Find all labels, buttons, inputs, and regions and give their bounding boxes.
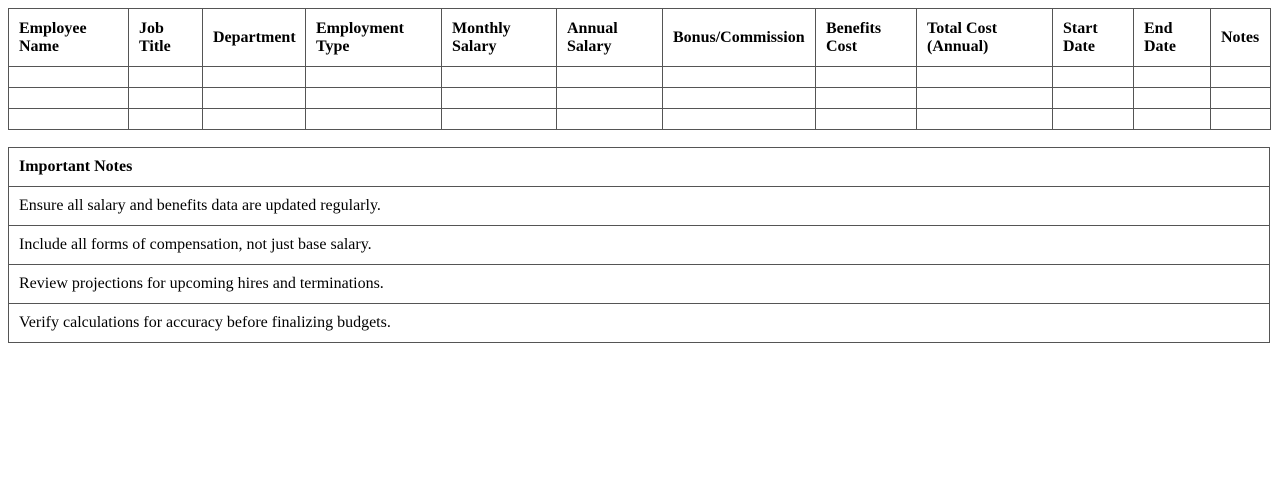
table-cell[interactable] [9,109,129,130]
table-cell[interactable] [557,67,663,88]
table-cell[interactable] [1134,88,1211,109]
table-cell[interactable] [203,88,306,109]
table-cell[interactable] [129,67,203,88]
table-cell[interactable] [917,67,1053,88]
table-cell[interactable] [1053,109,1134,130]
table-cell[interactable] [917,109,1053,130]
column-header-annual-salary: Annual Salary [557,9,663,67]
table-cell[interactable] [557,88,663,109]
column-header-bonus-commission: Bonus/Commission [663,9,816,67]
table-cell[interactable] [129,109,203,130]
column-header-employment-type: Employment Type [306,9,442,67]
table-cell[interactable] [442,88,557,109]
column-header-benefits-cost: Benefits Cost [816,9,917,67]
table-cell[interactable] [917,88,1053,109]
table-header-row [9,9,1271,67]
column-header-job-title: Job Title [129,9,203,67]
table-cell[interactable] [1053,67,1134,88]
table-row [9,88,1271,109]
list-item [9,265,1270,304]
notes-title: Important Notes [9,148,1270,187]
table-cell[interactable] [129,88,203,109]
column-header-department: Department [203,9,306,67]
table-cell[interactable] [1211,109,1271,130]
table-cell[interactable] [442,109,557,130]
note-text: Ensure all salary and benefits data are updated regularly. [9,187,1270,226]
note-text: Review projections for upcoming hires and terminations. [9,265,1270,304]
column-header-start-date: Start Date [1053,9,1134,67]
table-cell[interactable] [1134,109,1211,130]
table-row [9,109,1271,130]
table-cell[interactable] [442,67,557,88]
notes-header-row [9,148,1270,187]
table-cell[interactable] [1134,67,1211,88]
table-cell[interactable] [816,67,917,88]
column-header-notes: Notes [1211,9,1271,67]
important-notes-table [8,147,1270,343]
table-cell[interactable] [306,88,442,109]
column-header-total-cost: Total Cost (Annual) [917,9,1053,67]
list-item [9,187,1270,226]
table-cell[interactable] [1211,67,1271,88]
list-item [9,304,1270,343]
table-cell[interactable] [306,67,442,88]
table-cell[interactable] [816,109,917,130]
table-cell[interactable] [9,88,129,109]
list-item [9,226,1270,265]
table-cell[interactable] [1053,88,1134,109]
column-header-employee-name: Employee Name [9,9,129,67]
table-cell[interactable] [203,67,306,88]
table-cell[interactable] [816,88,917,109]
table-cell[interactable] [1211,88,1271,109]
table-cell[interactable] [663,109,816,130]
note-text: Verify calculations for accuracy before finalizing budgets. [9,304,1270,343]
column-header-end-date: End Date [1134,9,1211,67]
table-cell[interactable] [306,109,442,130]
note-text: Include all forms of compensation, not just base salary. [9,226,1270,265]
table-cell[interactable] [9,67,129,88]
table-cell[interactable] [663,67,816,88]
table-cell[interactable] [203,109,306,130]
table-cell[interactable] [557,109,663,130]
table-row [9,67,1271,88]
column-header-monthly-salary: Monthly Salary [442,9,557,67]
employee-cost-table [8,8,1271,130]
table-cell[interactable] [663,88,816,109]
